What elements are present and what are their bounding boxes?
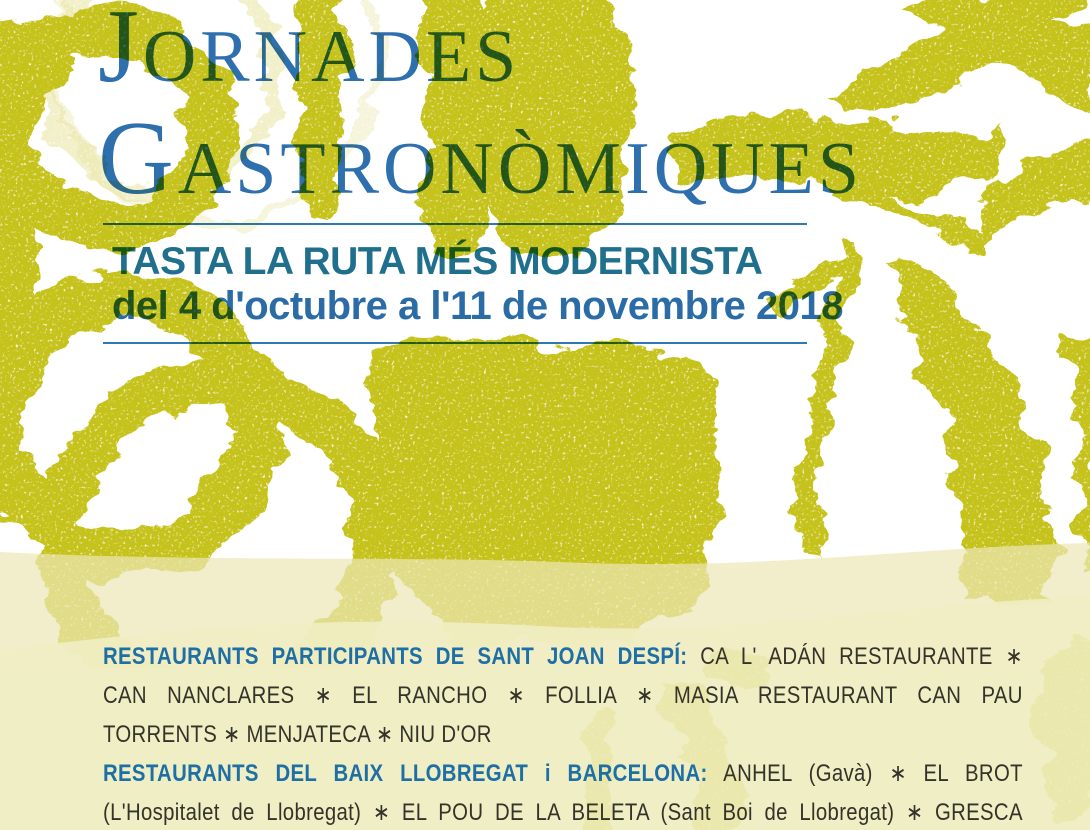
page-title — [98, 0, 863, 214]
subtitle-tagline: TASTA LA RUTA MÉS MODERNISTA — [112, 240, 763, 283]
subtitle-dates: del 4 d'octubre a l'11 de novembre 2018 — [112, 284, 843, 328]
restaurant-names: CA L' ADÁN RESTAURANTE ∗ — [700, 643, 1023, 670]
restaurant-line: TORRENTS ∗ MENJATECA ∗ NIU D'OR — [103, 721, 492, 748]
divider-rule-bottom — [103, 342, 807, 344]
restaurants-list — [103, 637, 1023, 830]
restaurant-line: CAN NANCLARES ∗ EL RANCHO ∗ FOLLIA ∗ MASIA RESTAURANT CAN PAU — [103, 682, 1023, 709]
restaurant-line — [103, 637, 1023, 676]
restaurant-names: ANHEL (Gavà) ∗ EL BROT — [723, 760, 1023, 787]
restaurant-line — [103, 754, 1023, 793]
section-heading-baix-llobregat: RESTAURANTS DEL BAIX LLOBREGAT i BARCELONA: — [103, 760, 708, 787]
restaurant-line: (L'Hospitalet de Llobregat) ∗ EL POU DE LA BELETA (Sant Boi de Llobregat) ∗ GRESCA — [103, 799, 1023, 826]
section-heading-sant-joan-despi: RESTAURANTS PARTICIPANTS DE SANT JOAN DESPÍ: — [103, 643, 688, 670]
title-line-2: Gastronòmiques — [98, 99, 863, 216]
divider-rule-top — [103, 223, 807, 225]
title-line-1: Jornades — [98, 0, 521, 104]
subtitle-block — [112, 240, 843, 328]
